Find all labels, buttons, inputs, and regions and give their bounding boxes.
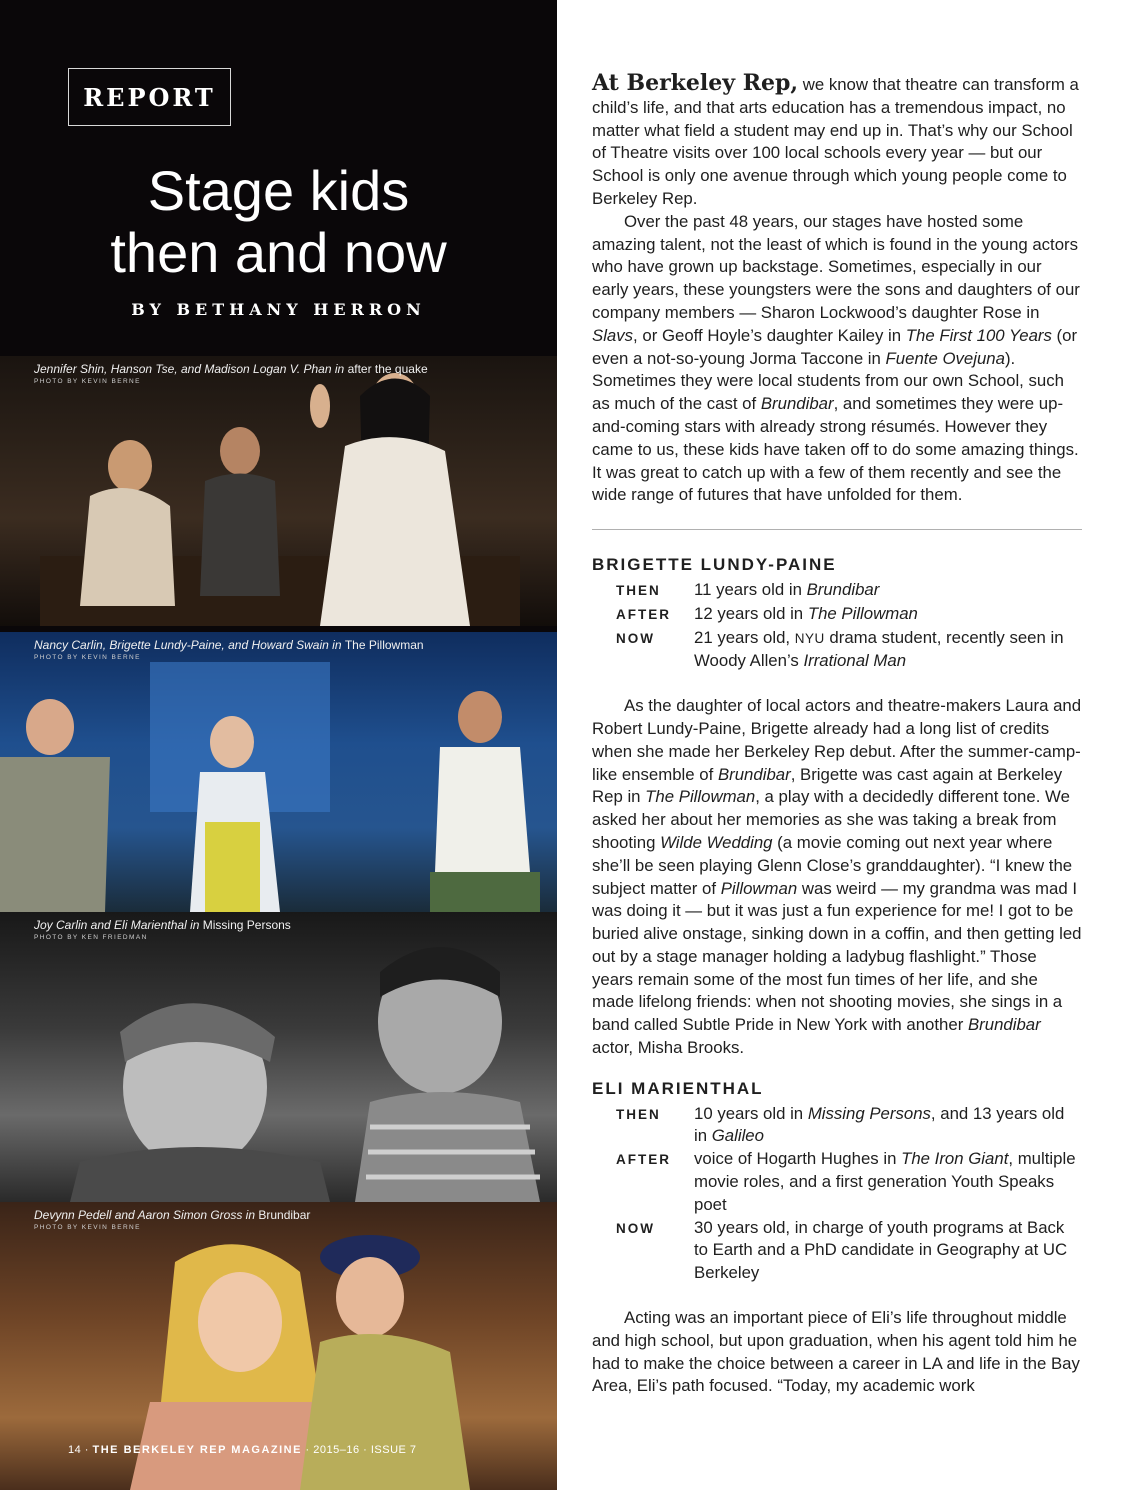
caption-play: Brundibar bbox=[258, 1208, 311, 1222]
divider bbox=[592, 529, 1082, 530]
t: 11 years old in bbox=[694, 579, 807, 599]
then-value bbox=[694, 1103, 1082, 1149]
t: , or Geoff Hoyle’s daughter Kailey in bbox=[633, 325, 906, 345]
photo-3-figures bbox=[0, 912, 557, 1202]
t: (or even a not-so-young Jorma Taccone in bbox=[592, 325, 1078, 368]
headline bbox=[0, 160, 557, 284]
t: The Iron Giant bbox=[901, 1149, 1009, 1169]
title-fuente-ovejuna: Fuente Ovejuna bbox=[885, 348, 1005, 368]
t: Irrational Man bbox=[803, 651, 907, 671]
photo-credit: PHOTO BY KEVIN BERNE bbox=[34, 1224, 141, 1231]
t: Brundibar bbox=[967, 1015, 1041, 1035]
t: Missing Persons bbox=[807, 1103, 931, 1123]
t: actor, Misha Brooks. bbox=[592, 1038, 745, 1058]
t: Brundibar bbox=[717, 764, 791, 784]
photo-caption bbox=[34, 638, 424, 652]
section-heading-brigette: BRIGETTE LUNDY-PAINE bbox=[592, 555, 837, 575]
title-slavs: Slavs bbox=[592, 325, 634, 345]
report-label-box bbox=[68, 68, 231, 126]
photo-2-figures bbox=[0, 632, 557, 912]
t: 12 years old in bbox=[694, 603, 808, 623]
t: As the daughter of local actors and theatre-makers Laura and Robert Lundy-Paine, Brigette already had a long list of credits when she made her Berkeley Rep debut. After the summer-camp-like ensemble of bbox=[592, 696, 1082, 784]
footer-magazine: THE BERKELEY REP MAGAZINE bbox=[92, 1444, 302, 1456]
caption-play: The Pillowman bbox=[344, 638, 424, 652]
t: drama student, recently seen in Woody Allen’s bbox=[694, 627, 1064, 671]
lead-in: At Berkeley Rep, bbox=[592, 70, 799, 96]
t: ). Sometimes they were local students from our own School, such as much of the cast of bbox=[592, 348, 1064, 414]
t: 21 years old, bbox=[694, 627, 795, 647]
footer-page-number: 14 · bbox=[68, 1444, 93, 1456]
t: Galileo bbox=[711, 1126, 764, 1146]
intro-paragraph-2 bbox=[592, 211, 1082, 507]
now-value bbox=[694, 627, 1082, 674]
page-footer bbox=[68, 1444, 417, 1456]
photo-credit: PHOTO BY KEVIN BERNE bbox=[34, 378, 141, 385]
t: , and 13 years old in bbox=[694, 1103, 1065, 1146]
label-now: NOW bbox=[616, 1220, 655, 1236]
caption-play: after the quake bbox=[347, 362, 428, 376]
title-brundibar: Brundibar bbox=[760, 394, 834, 414]
eli-timeline bbox=[616, 1103, 1082, 1285]
photo-after-the-quake bbox=[0, 356, 557, 626]
eli-paragraph: Acting was an important piece of Eli’s life throughout middle and high school, but upon graduation, when his agent told him he had to make the choice between a career in LA and life in the Bay Area, Eli’s path focused. “Today, my academic work bbox=[592, 1308, 1080, 1396]
photo-credit: PHOTO BY KEVIN BERNE bbox=[34, 654, 141, 661]
title-first-100-years: The First 100 Years bbox=[905, 325, 1052, 345]
now-value: 30 years old, in charge of youth programs at Back to Earth and a PhD candidate in Geography at UC Berkeley bbox=[694, 1217, 1068, 1283]
label-now: NOW bbox=[616, 630, 655, 646]
photo-missing-persons bbox=[0, 912, 557, 1202]
label-then: THEN bbox=[616, 1106, 661, 1122]
intro-paragraph-1 bbox=[592, 72, 1082, 211]
footer-issue: · 2015–16 · ISSUE 7 bbox=[301, 1444, 417, 1456]
t: Brundibar bbox=[806, 579, 880, 599]
article-body bbox=[592, 72, 1082, 1398]
t: was weird — my grandma was mad I was doing it — but it was just a fun experience for me! I got to be buried alive onstage, sinking down in a coffin, and then getting led out by a stage manager holding a ladybug flashlight.” Those years remain some of the most fun times of her life, and she made lifelong friends: when not shooting movies, she sings in a band called Subtle Pride in New York with another bbox=[592, 878, 1082, 1035]
t: , and sometimes they were up-and-coming stars with already strong résumés. However they came to us, these kids have taken off to do some amazing things. It was great to catch up with a few of them recently and see the wide range of futures that have unfolded for them. bbox=[592, 394, 1079, 505]
t: , a play with a decidedly different tone. We asked her about her memories as she was taking a break from shooting bbox=[592, 787, 1070, 852]
then-value bbox=[694, 579, 1082, 603]
caption-names: Jennifer Shin, Hanson Tse, and Madison Logan V. Phan in bbox=[34, 362, 345, 376]
timeline-row bbox=[616, 579, 1082, 603]
caption-names: Joy Carlin and Eli Marienthal in bbox=[34, 918, 200, 932]
t: Pillowman bbox=[720, 878, 798, 898]
timeline-row bbox=[616, 603, 1082, 627]
t: The Pillowman bbox=[645, 787, 756, 807]
photo-1-figures bbox=[0, 356, 557, 626]
t: Wilde Wedding bbox=[660, 832, 773, 852]
section-heading-eli: ELI MARIENTHAL bbox=[592, 1078, 764, 1098]
timeline-row bbox=[616, 1217, 1082, 1285]
left-column bbox=[0, 0, 557, 1490]
photo-the-pillowman bbox=[0, 632, 557, 912]
report-label: REPORT bbox=[83, 82, 216, 112]
timeline-row bbox=[616, 627, 1082, 674]
caption-names: Nancy Carlin, Brigette Lundy-Paine, and Howard Swain in bbox=[34, 638, 342, 652]
t: 10 years old in bbox=[694, 1103, 808, 1123]
brigette-paragraph bbox=[592, 695, 1082, 1060]
timeline-row bbox=[616, 1103, 1082, 1149]
byline: BY BETHANY HERRON bbox=[131, 300, 426, 319]
t: , multiple movie roles, and a first generation Youth Speaks poet bbox=[694, 1149, 1076, 1214]
photo-caption bbox=[34, 918, 291, 932]
label-after: AFTER bbox=[616, 1152, 671, 1168]
t: , Brigette was cast again at Berkeley Rep in bbox=[592, 764, 1063, 807]
brigette-timeline bbox=[616, 579, 1082, 673]
timeline-row bbox=[616, 1148, 1082, 1216]
label-after: AFTER bbox=[616, 606, 671, 622]
t: Over the past 48 years, our stages have hosted some amazing talent, not the least of which is found in the young actors who have grown up backstage. Sometimes, especially in our early years, these youngsters were the sons and daughters of our company members — Sharon Lockwood’s daughter Rose in bbox=[592, 211, 1080, 322]
headline-line-2: then and now bbox=[110, 221, 447, 284]
photo-caption bbox=[34, 1208, 310, 1222]
t: (a movie coming out next year where she’ll be seen playing Glenn Close’s granddaughter). “I knew the subject matter of bbox=[592, 832, 1073, 898]
photo-caption bbox=[34, 362, 428, 376]
intro-text-1: we know that theatre can transform a child’s life, and that arts education has a tremendous impact, no matter what field a student may end up in. That’s why our School of Theatre visits over 100 local schools every year — but our School is only one avenue through which young people come to Berkeley Rep. bbox=[592, 75, 1079, 208]
label-then: THEN bbox=[616, 582, 661, 598]
t: The Pillowman bbox=[807, 603, 918, 623]
t: NYU bbox=[794, 630, 825, 646]
caption-names: Devynn Pedell and Aaron Simon Gross in bbox=[34, 1208, 256, 1222]
after-value bbox=[694, 603, 1082, 627]
t: voice of Hogarth Hughes in bbox=[694, 1149, 902, 1169]
caption-play: Missing Persons bbox=[202, 918, 291, 932]
photo-credit: PHOTO BY KEN FRIEDMAN bbox=[34, 934, 148, 941]
after-value bbox=[694, 1148, 1082, 1216]
headline-line-1: Stage kids bbox=[147, 159, 410, 222]
